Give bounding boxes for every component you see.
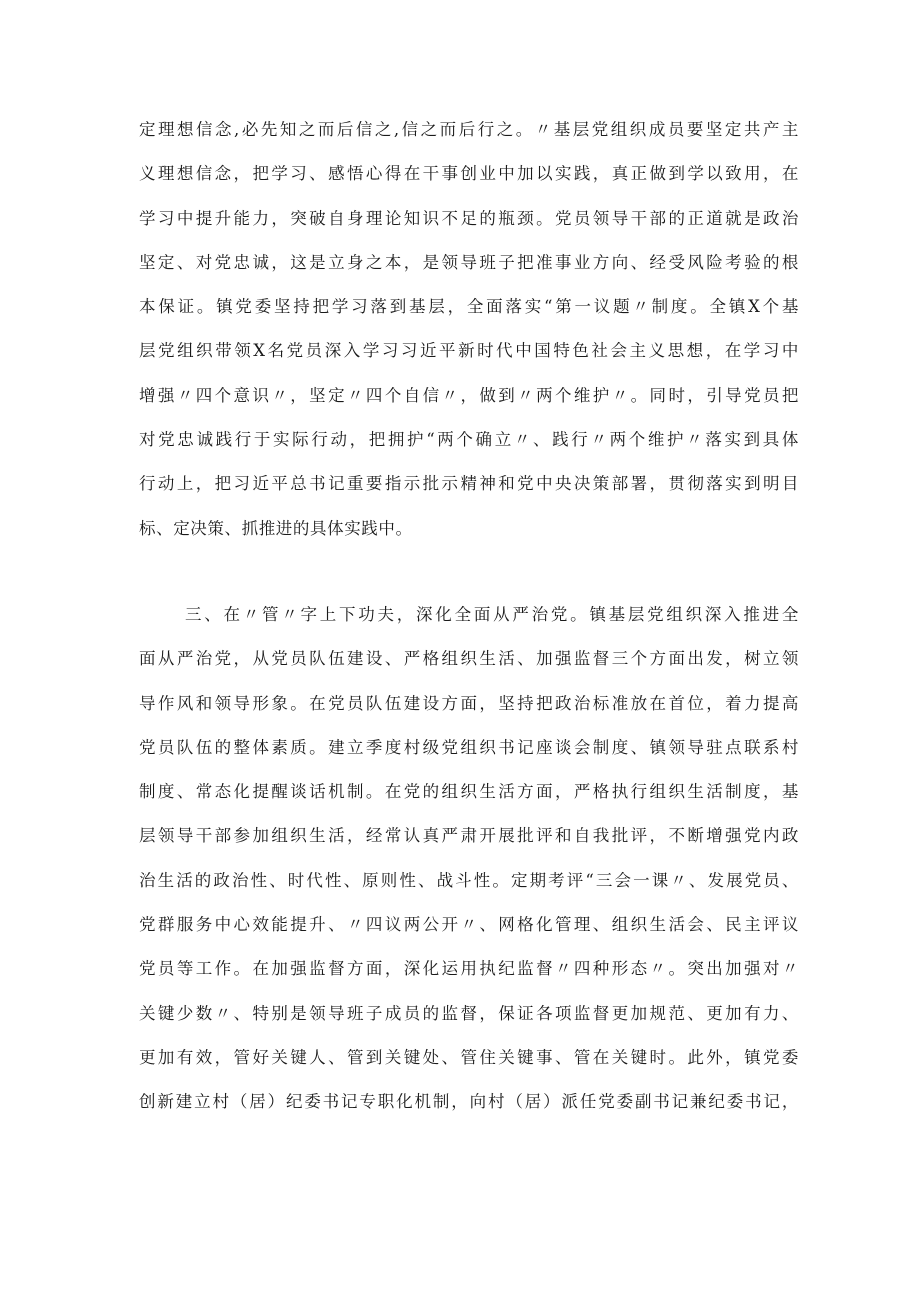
paragraph-1 <box>139 108 799 551</box>
text-line: 学习中提升能力，突破自身理论知识不足的瓶颈。党员领导干部的正道就是政治 <box>139 208 799 228</box>
text-line: 治生活的政治性、时代性、原则性、战斗性。定期考评“三会一课〃、发展党员、 <box>139 870 799 890</box>
text-line: 党员等工作。在加强监督方面，深化运用执纪监督〃四种形态〃。突出加强对〃 <box>139 959 799 979</box>
text-line: 标、定决策、抓推进的具体实践中。 <box>139 518 413 538</box>
text-line: 层领导干部参加组织生活，经常认真严肃开展批评和自我批评，不断增强党内政 <box>139 826 799 846</box>
text-line: 定理想信念,必先知之而后信之,信之而后行之。〃基层党组织成员要坚定共产主 <box>139 120 799 139</box>
text-line: 更加有效，管好关键人、管到关键处、管住关键事、管在关键时。此外，镇党委 <box>139 1047 799 1067</box>
text-line: 党群服务中心效能提升、〃四议两公开〃、网格化管理、组织生活会、民主评议 <box>139 915 799 935</box>
text-line: 坚定、对党忠诚，这是立身之本，是领导班子把准事业方向、经受风险考验的根 <box>139 252 799 272</box>
text-line: 本保证。镇党委坚持把学习落到基层，全面落实“第一议题〃制度。全镇X个基 <box>139 297 799 317</box>
text-line: 行动上，把习近平总书记重要指示批示精神和党中央决策部署，贯彻落实到明目 <box>139 474 799 494</box>
text-line: 党员队伍的整体素质。建立季度村级党组织书记座谈会制度、镇领导驻点联系村 <box>139 737 799 757</box>
text-line: 关键少数〃、特别是领导班子成员的监督，保证各项监督更加规范、更加有力、 <box>139 1003 799 1023</box>
text-line: 层党组织带领X名党员深入学习习近平新时代中国特色社会主义思想，在学习中 <box>139 341 799 361</box>
text-line: 导作风和领导形象。在党员队伍建设方面，坚持把政治标准放在首位，着力提高 <box>139 693 799 713</box>
paragraph-2 <box>139 593 799 1125</box>
text-line: 制度、常态化提醒谈话机制。在党的组织生活方面，严格执行组织生活制度，基 <box>139 782 799 802</box>
section-heading-line: 三、在〃管〃字上下功夫，深化全面从严治党。镇基层党组织深入推进全 <box>185 605 799 624</box>
text-line: 对党忠诚践行于实际行动，把拥护“两个确立〃、践行〃两个维护〃落实到具体 <box>139 430 799 450</box>
text-line: 义理想信念，把学习、感悟心得在干事创业中加以实践，真正做到学以致用，在 <box>139 164 799 184</box>
text-line: 面从严治党，从党员队伍建设、严格组织生活、加强监督三个方面出发，树立领 <box>139 649 799 669</box>
text-line: 创新建立村（居）纪委书记专职化机制，向村（居）派任党委副书记兼纪委书记， <box>139 1092 799 1112</box>
text-line: 增强〃四个意识〃，坚定〃四个自信〃，做到〃两个维护〃。同时，引导党员把 <box>139 385 799 405</box>
